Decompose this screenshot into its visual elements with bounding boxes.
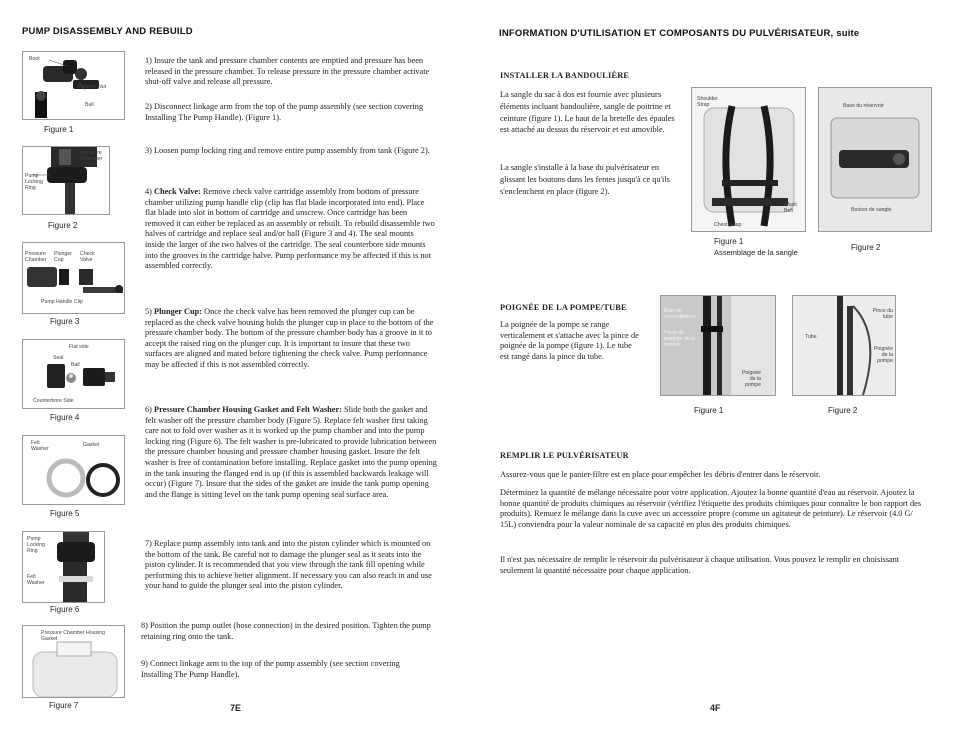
left-page-number: 7E: [230, 703, 242, 713]
figure-4-seal-ball: [22, 339, 125, 409]
label-pince-de-poignee: Pince de poignée de la pompe: [664, 330, 696, 348]
label-shoulder-strap: Shoulder Strap: [697, 96, 718, 108]
figure-1-boot-retainer: [22, 51, 125, 120]
label-fig3-pressure-chamber: Pressure Chamber: [25, 251, 47, 263]
label-chest-strap: Chest Strap: [714, 222, 742, 228]
remplir-paragraph-3: Il n'est pas nécessaire de remplir le réservoir du pulvérisateur à chaque utilisation. Vous pouvez le remplir en choisissant seulement la quantité nécessaire pour chaque application.: [500, 555, 900, 575]
step-5-body: Once the check valve has been removed the plunger cup can be replaced as the check valve housing holds the plunger cup in place to the bottom of the pressure chamber body. The bottom of the pressure chamber body has a groove in it to accept the raised ring on the plunger cup. It is important to insure that these two surfaces are aligned and mated before tightening the check valve. Pump performance may be affected if this is not assembled correctly.: [145, 307, 434, 369]
right-figure-4-caption: Figure 2: [828, 406, 858, 415]
figure-7-caption: Figure 7: [49, 701, 79, 710]
label-plunger-cup: Plunger Cup: [54, 251, 72, 263]
step-5: [145, 307, 437, 371]
label-pince-du-tube: Pince du tube: [872, 308, 893, 320]
step-8: 8) Position the pump outlet (hose connection) in the desired position. Tighten the pump retaining ring onto the tank.: [141, 621, 431, 641]
right-figure-2-base: [818, 87, 932, 232]
figure-1-caption: Figure 1: [44, 125, 74, 134]
step-5-number: 5): [145, 307, 154, 316]
label-gasket: Gasket: [83, 442, 100, 448]
figure-2-caption: Figure 2: [48, 221, 78, 230]
section-title-poignee: POIGNÉE DE LA POMPE/TUBE: [500, 303, 627, 312]
label-check-valve: Check Valve: [80, 251, 95, 263]
poignee-paragraph: La poignée de la pompe se range verticalement et s'attache avec la pince de poignée de la pompe (figure 1). Le tube est rangé dans la pince du tube.: [500, 320, 639, 361]
step-9: 9) Connect linkage arm to the top of the pump assembly (see section covering Installing The Pump Handle).: [141, 659, 400, 679]
step-5-heading: Plunger Cup:: [154, 307, 203, 316]
figure-6-locking-ring: [22, 531, 105, 603]
label-pump-handle-clip: Pump Handle Clip: [41, 299, 83, 305]
right-page-number: 4F: [710, 703, 721, 713]
step-4-number: 4): [145, 187, 154, 196]
label-pump-locking-ring: Pump Locking Ring: [25, 173, 43, 191]
label-fig6-pump-locking-ring: Pump Locking Ring: [27, 536, 45, 554]
figure-3-check-valve: [22, 242, 125, 314]
label-fig4-poignee-de-la-pompe: Poignée de la pompe: [873, 346, 893, 364]
left-page-title: PUMP DISASSEMBLY AND REBUILD: [22, 26, 193, 37]
figure-7-housing-gasket: [22, 625, 125, 698]
figure-2-pressure-chamber: [22, 146, 110, 215]
label-base-du-reservoir: Base du réservoir: [843, 103, 884, 109]
section-title-bandouliere: INSTALLER LA BANDOULIÈRE: [500, 71, 630, 80]
right-figure-1-strap: [691, 87, 806, 232]
step-6-body: Slide both the gasket and felt washer off the pressure chamber body (Figure 5). Replace felt washer first taking care not to fold over washer as it is worked up the pump chamber and into the pump locking ring (Figure 6). The felt washer is pre-lubricated to provide lubrication between the pressure chamber housing and pressure chamber housing gasket. Insure the felt washer is free of contamination before installing. Replace gasket into the pump opening in the tank insuring the flanged end is up (if this is assembled backwards leakage will occur) (Figure 7). Insure that the sides of the gasket are inside the tank pump opening and the flange is sitting level on the tank pump opening seal surface area.: [145, 405, 437, 499]
label-poignee-de-la-pompe: Poignée de la pompe: [741, 370, 761, 388]
remplir-paragraph-1: Assurez-vous que le panier-filtre est en place pour empêcher les débris d'entrer dans le réservoir.: [500, 470, 821, 479]
figure-4-caption: Figure 4: [50, 413, 80, 422]
step-7: 7) Replace pump assembly into tank and into the piston cylinder which is mounted on the bottom of the tank. Be careful not to damage the plunger seal as it seats into the piston cylinder. It is recommended that you view through the tank fill opening while performing this to achieve better alignment. If necessary you can also reach in and use your hand to guide the plunger seal into the piston cylinder.: [145, 539, 432, 591]
label-tube: Tube: [805, 334, 817, 340]
label-pressure-chamber: Pressure Chamber: [81, 150, 103, 162]
step-1: 1) Insure the tank and pressure chamber contents are emptied and pressure has been released in the pressure chamber. To release pressure in the pressure chamber activate shut-off valve and release all pressure.: [145, 56, 430, 87]
label-flat-side: Flat side: [69, 344, 89, 350]
right-figure-3-caption: Figure 1: [694, 406, 724, 415]
step-6-number: 6): [145, 405, 154, 414]
label-bras-de-raccordement: Bras de raccordement: [664, 308, 696, 320]
step-6-heading: Pressure Chamber Housing Gasket and Felt Washer:: [154, 405, 342, 414]
label-counterbore-side: Counterbore Side: [33, 398, 74, 404]
label-retainer-nut: Retainer Nut: [77, 84, 107, 90]
label-felt-washer: Felt Washer: [31, 440, 49, 452]
right-figure-1-caption: Figure 1: [714, 237, 744, 246]
figure-6-caption: Figure 6: [50, 605, 80, 614]
bandouliere-paragraph-2: La sangle s'installe à la base du pulvérisateur en glissant les boutons dans les fentes jusqu'à ce qu'ils s'enclenchent en place (figure 2).: [500, 163, 670, 196]
right-figure-2-caption: Figure 2: [851, 243, 881, 252]
step-2: 2) Disconnect linkage arm from the top of the pump assembly (see section covering Installing The Pump Handle). (Figure 1).: [145, 102, 424, 122]
right-page-title: INFORMATION D'UTILISATION ET COMPOSANTS DU PULVÉRISATEUR, suite: [499, 28, 860, 39]
figure-5-gasket-felt: [22, 435, 125, 505]
boot-retainer-illustration: [23, 52, 124, 119]
label-waist-belt: Waist Belt: [784, 202, 797, 214]
bandouliere-paragraph-1: La sangle du sac à dos est fournie avec plusieurs éléments incluant bandoulière, sangle de poitrine et ceinture (figure 1). Le haut de la bretelle des épaules est attaché au dessus du réservoir et est amovible.: [500, 90, 675, 135]
right-figure-4-tube: [792, 295, 896, 396]
step-4-body: Remove check valve cartridge assembly from bottom of pressure chamber utilizing pump handle clip (clip has flat blade incorporated into end). Place flat blade into slot in bottom of cartridge and unscrew. Once cartridge has been removed it can either be replaced as an assembly or rebuilt. To rebuild disassemble two halves of cartridge and replace seal and/or ball (Figure 3 and 4). The seal mounts inside the larger of the two halves of the cartridge. The seal counterbore side mounts into the grooves in the cartridge halve. Pump performance my be affected if this is not assembled correctly.: [145, 187, 435, 271]
label-fig6-felt-washer: Felt Washer: [27, 574, 45, 586]
label-ball: Ball: [85, 102, 94, 108]
figure-3-caption: Figure 3: [50, 317, 80, 326]
remplir-paragraph-2: Déterminez la quantité de mélange nécessaire pour votre application. Ajoutez la bonne quantité d'eau au réservoir. Ajoutez la bonne quantité de produits chimiques au réservoir (vérifiez l'étiquette des produits chimiques pour connaître le bon rapport des produits). Remuez le mélange dans la cuve avec un accessoire propre (comme un agitateur de peinture). Le réservoir (4.0 G/ 15L) conviendra pour la valeur nominale de sa capacité en plus des produits chimiques.: [500, 488, 922, 529]
label-bouton-de-sangle: Bouton de sangle: [851, 207, 892, 213]
label-boot: Boot: [29, 56, 40, 62]
step-4-heading: Check Valve:: [154, 187, 201, 196]
label-pressure-chamber-housing-gasket: Pressure Chamber Housing Gasket: [41, 630, 106, 642]
section-title-remplir: REMPLIR LE PULVÉRISATEUR: [500, 451, 629, 460]
step-4: [145, 187, 435, 272]
label-seal: Seal: [53, 355, 64, 361]
step-3: 3) Loosen pump locking ring and remove entire pump assembly from tank (Figure 2).: [145, 146, 430, 155]
step-6: [145, 405, 437, 500]
right-figure-1-subcaption: Assemblage de la sangle: [714, 248, 798, 257]
label-ball-fig4: Ball: [71, 362, 80, 368]
right-figure-3-pump-handle: [660, 295, 776, 396]
figure-5-caption: Figure 5: [50, 509, 80, 518]
